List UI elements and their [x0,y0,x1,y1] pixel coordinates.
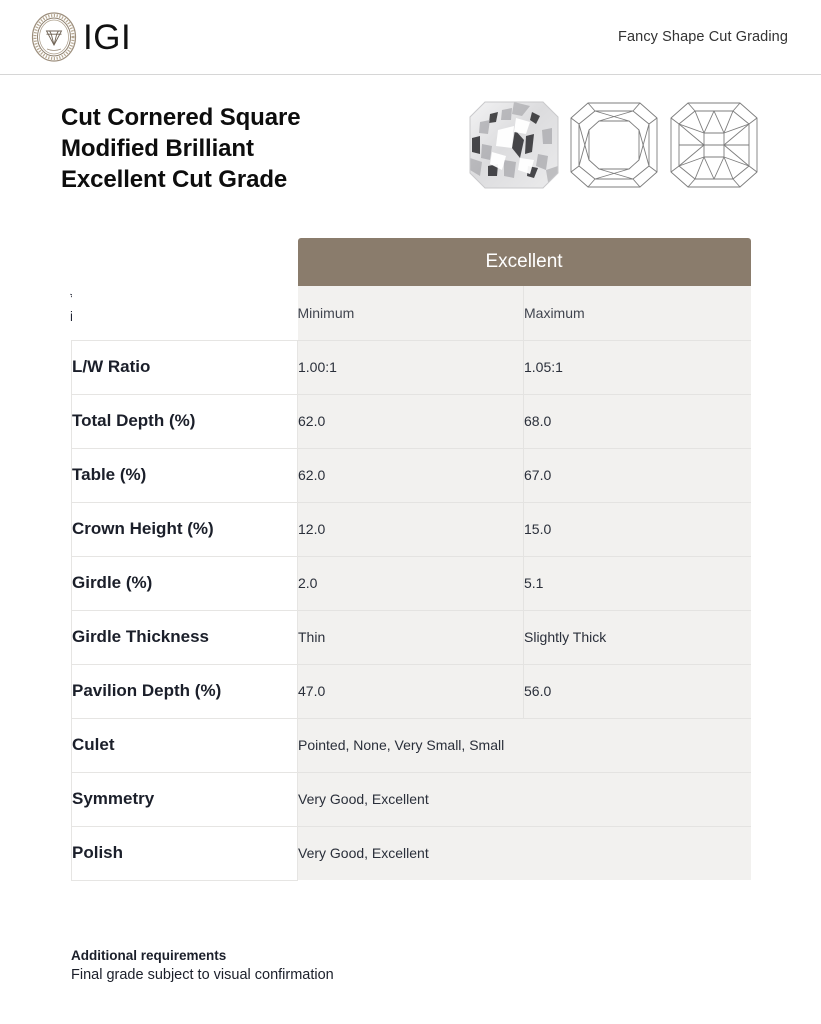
brand-logo [31,12,131,62]
row-minimum-cell: 62.0 [298,394,524,448]
row-label: Total Depth (%) [72,394,298,448]
row-label: Table (%) [72,448,298,502]
table-row [72,502,751,556]
column-header-minimum: Minimum [298,286,524,340]
column-header-maximum: Maximum [524,286,751,340]
pavilion-view-diagram [668,100,760,190]
row-maximum-cell: 67.0 [524,448,751,502]
table-row [72,826,751,880]
diamond-photo [468,100,560,190]
document-kind-label: Fancy Shape Cut Grading [618,29,788,45]
table-header-spacer [72,238,298,286]
row-value-cell: Pointed, None, Very Small, Small [298,718,751,772]
row-value-cell: Very Good, Excellent [298,826,751,880]
table-row [72,556,751,610]
table-row [72,448,751,502]
row-label: L/W Ratio [72,340,298,394]
table-row [72,394,751,448]
footer [71,946,334,986]
page-title-line-1: Cut Cornered Square [61,104,301,131]
footer-title: Additional requirements [71,948,227,963]
page-title-line-2: Modified Brilliant [61,135,254,162]
cut-grade-table [71,238,751,881]
row-label: Culet [72,718,298,772]
row-minimum-cell: 1.00:1 [298,340,524,394]
row-maximum-cell: 5.1 [524,556,751,610]
table-row [72,664,751,718]
row-minimum-cell: Thin [298,610,524,664]
row-label: Crown Height (%) [72,502,298,556]
row-value-cell: Very Good, Excellent [298,772,751,826]
row-maximum-cell: 1.05:1 [524,340,751,394]
row-label: Girdle (%) [72,556,298,610]
table-body [72,340,751,880]
crown-view-diagram [568,100,660,190]
row-minimum-cell: 47.0 [298,664,524,718]
page-header [0,0,821,75]
table-row [72,340,751,394]
table-subheader-spacer [72,286,298,340]
page-title [61,102,300,195]
igi-seal-diamond-icon [31,12,77,62]
row-maximum-cell: Slightly Thick [524,610,751,664]
row-maximum-cell: 56.0 [524,664,751,718]
row-minimum-cell: 12.0 [298,502,524,556]
row-minimum-cell: 2.0 [298,556,524,610]
row-label: Polish [72,826,298,880]
row-maximum-cell: 68.0 [524,394,751,448]
row-label: Pavilion Depth (%) [72,664,298,718]
table-grade-header-row [72,238,751,286]
grade-header-cell: Excellent [298,238,751,286]
table-row [72,718,751,772]
row-minimum-cell: 62.0 [298,448,524,502]
footer-text: Final grade subject to visual confirmation [71,967,334,983]
row-label: Symmetry [72,772,298,826]
table-row [72,610,751,664]
table-row [72,772,751,826]
row-maximum-cell: 15.0 [524,502,751,556]
brand-name: IGI [83,17,132,57]
page-title-line-3: Excellent Cut Grade [61,166,288,193]
table-subheader-row [72,286,751,340]
diamond-figures [468,100,760,190]
row-label: Girdle Thickness [72,610,298,664]
